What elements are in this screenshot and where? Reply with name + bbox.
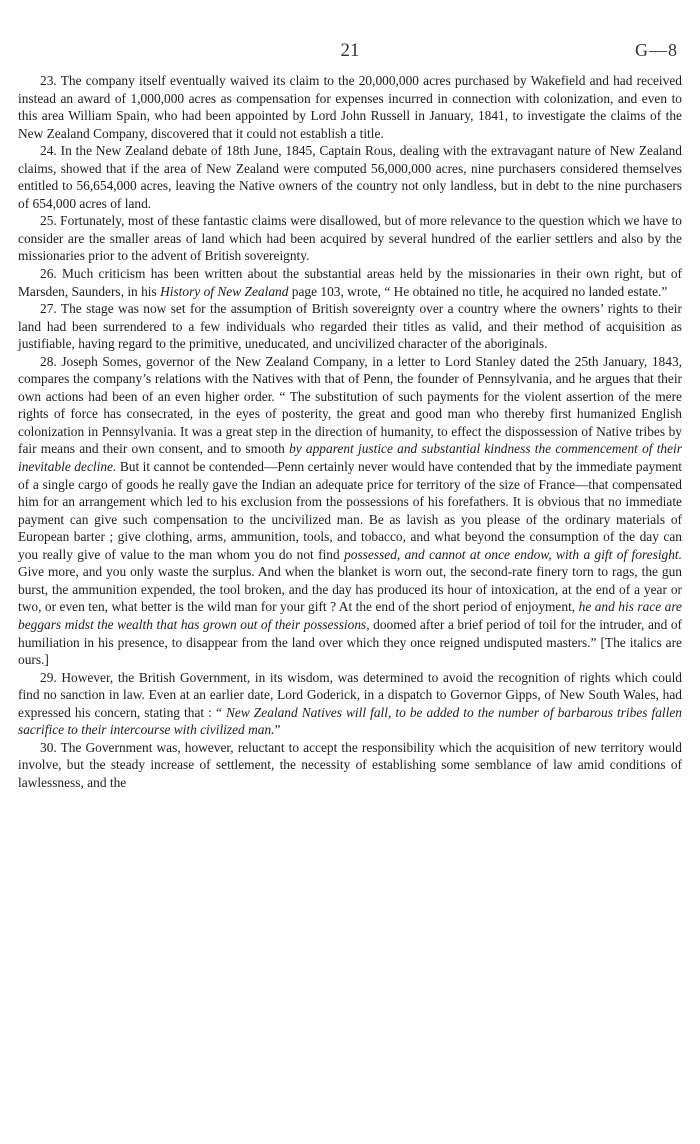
paragraph-text: 23. The company itself eventually waived its claim to the 20,000,000 acres purchased by Wakefield and had received instead an award of 1,000,000 acres as compensation for expenses incurred in connection with colonization, and even to this area William Spain, who had been appointed by Lord John Russell in January, 1841, to investigate the claims of the New Zealand Company, discovered that it could not establish a title.: [18, 73, 682, 141]
paragraph-text: ”: [274, 722, 281, 738]
paragraph-text: 25. Fortunately, most of these fantastic claims were disallowed, but of more relevance to the question which we have to consider are the smaller areas of land which had been acquired by several hundred of the earlier settlers and also by the missionaries prior to the advent of British sovereignty.: [18, 213, 682, 264]
paragraph-text: 26. Much criticism has been written about the substantial areas held by the missionaries in their own right, but of Marsden, Saunders, in his: [18, 266, 682, 299]
paragraph-text: 29. However, the British Government, in its wisdom, was determined to avoid the recognition of rights which could find no sanction in law. Even at an earlier date, Lord Goderick, in a dispatch to Governor Gipps, of New South Wales, had expressed his concern, stating that : “: [18, 669, 682, 720]
paragraph-28: [18, 353, 682, 669]
paragraph-23: [18, 72, 682, 142]
paragraph-25: [18, 212, 682, 265]
document-page: [18, 0, 682, 1144]
italic-emphasis: he and his race are beggars midst the wealth that has grown out of their possessions,: [18, 599, 683, 632]
page-number: 21: [340, 40, 360, 61]
paragraph-27: [18, 300, 682, 353]
paragraph-text: page 103, wrote, “ He obtained no title, he acquired no landed estate.”: [288, 283, 668, 299]
paragraph-text: Give more, and you only waste the surplus. And when the blanket is worn out, the second-rate finery torn to rags, the gun burst, the ammunition expended, the tool broken, and the day has produced its hour of intoxication, at the end of a year or two, or even ten, what better is the wild man for your gift ? At the end of the short period of enjoyment,: [18, 564, 682, 615]
book-title: History of New Zealand: [160, 283, 289, 299]
paragraph-26: [18, 265, 682, 300]
italic-emphasis: by apparent justice and substantial kindness the commencement of their inevitable decline.: [18, 441, 682, 475]
paragraph-30: [18, 739, 682, 792]
italic-emphasis: possessed, and cannot at once endow, with a gift of foresight.: [344, 546, 682, 562]
page-header: [18, 0, 682, 61]
paragraph-text: 27. The stage was now set for the assumption of British sovereignty over a country where the owners’ rights to their land had been surrendered to a few individuals who regarded their titles as valid, and their method of acquisition as justifiable, having regard to the primitive, uneducated, and uncivilized character of the aboriginals.: [18, 301, 682, 352]
paragraph-text: 28. Joseph Somes, governor of the New Zealand Company, in a letter to Lord Stanley dated the 25th January, 1843, compares the company’s relations with the Natives with that of Penn, the founder of Pennsylvania, and he argues that their own actions had been of an even higher order. “ The substitution of such payments for the violent assertion of the mere rights of force has consecrated, in the eyes of posterity, the great and good man who thereby first humanized English colonization in Pennsylvania. It was a great step in the direction of humanity, to effect the dispossession of Native tribes by fair means and their own consent, and to smooth: [18, 353, 682, 457]
paragraph-24: [18, 142, 682, 212]
paragraph-29: [18, 669, 682, 739]
italic-quote: New Zealand Natives will fall, to be added to the number of barbarous tribes fallen sacrifice to their intercourse with civilized man.: [18, 704, 682, 738]
paragraph-text: doomed after a brief period of toil for the intruder, and of humiliation in his presence, to disappear from the land over which they once reigned undisputed masters.” [The italics are ours.]: [18, 616, 682, 668]
paragraph-text: 30. The Government was, however, reluctant to accept the responsibility which the acquisition of new territory would involve, but the steady increase of settlement, the necessity of establishing some semblance of law amid conditions of lawlessness, and the: [18, 739, 682, 790]
page-reference: G—8: [635, 40, 678, 60]
paragraph-text: But it cannot be contended—Penn certainly never would have contended that by the immediate payment of a single cargo of goods he really gave the Indian an adequate price for territory of the size of France—that compensated him for an arrangement which led to his exclusion from the possessions of his forefathers. It is obvious that no immediate payment can give such compensation to the uncivilized man. Be as lavish as you please of the ordinary materials of European barter ; give clothing, arms, ammunition, tools, and tobacco, and what beyond the consumption of the day can you really give of value to the man whom you do not find: [18, 459, 682, 562]
body-text: [18, 72, 682, 791]
paragraph-text: 24. In the New Zealand debate of 18th June, 1845, Captain Rous, dealing with the extravagant nature of New Zealand claims, showed that if the area of New Zealand were computed 56,000,000 acres, nine purchasers considered themselves entitled to 56,654,000 acres, leaving the Native owners of the country not only landless, but in debt to the nine purchasers of 654,000 acres of land.: [18, 143, 682, 211]
